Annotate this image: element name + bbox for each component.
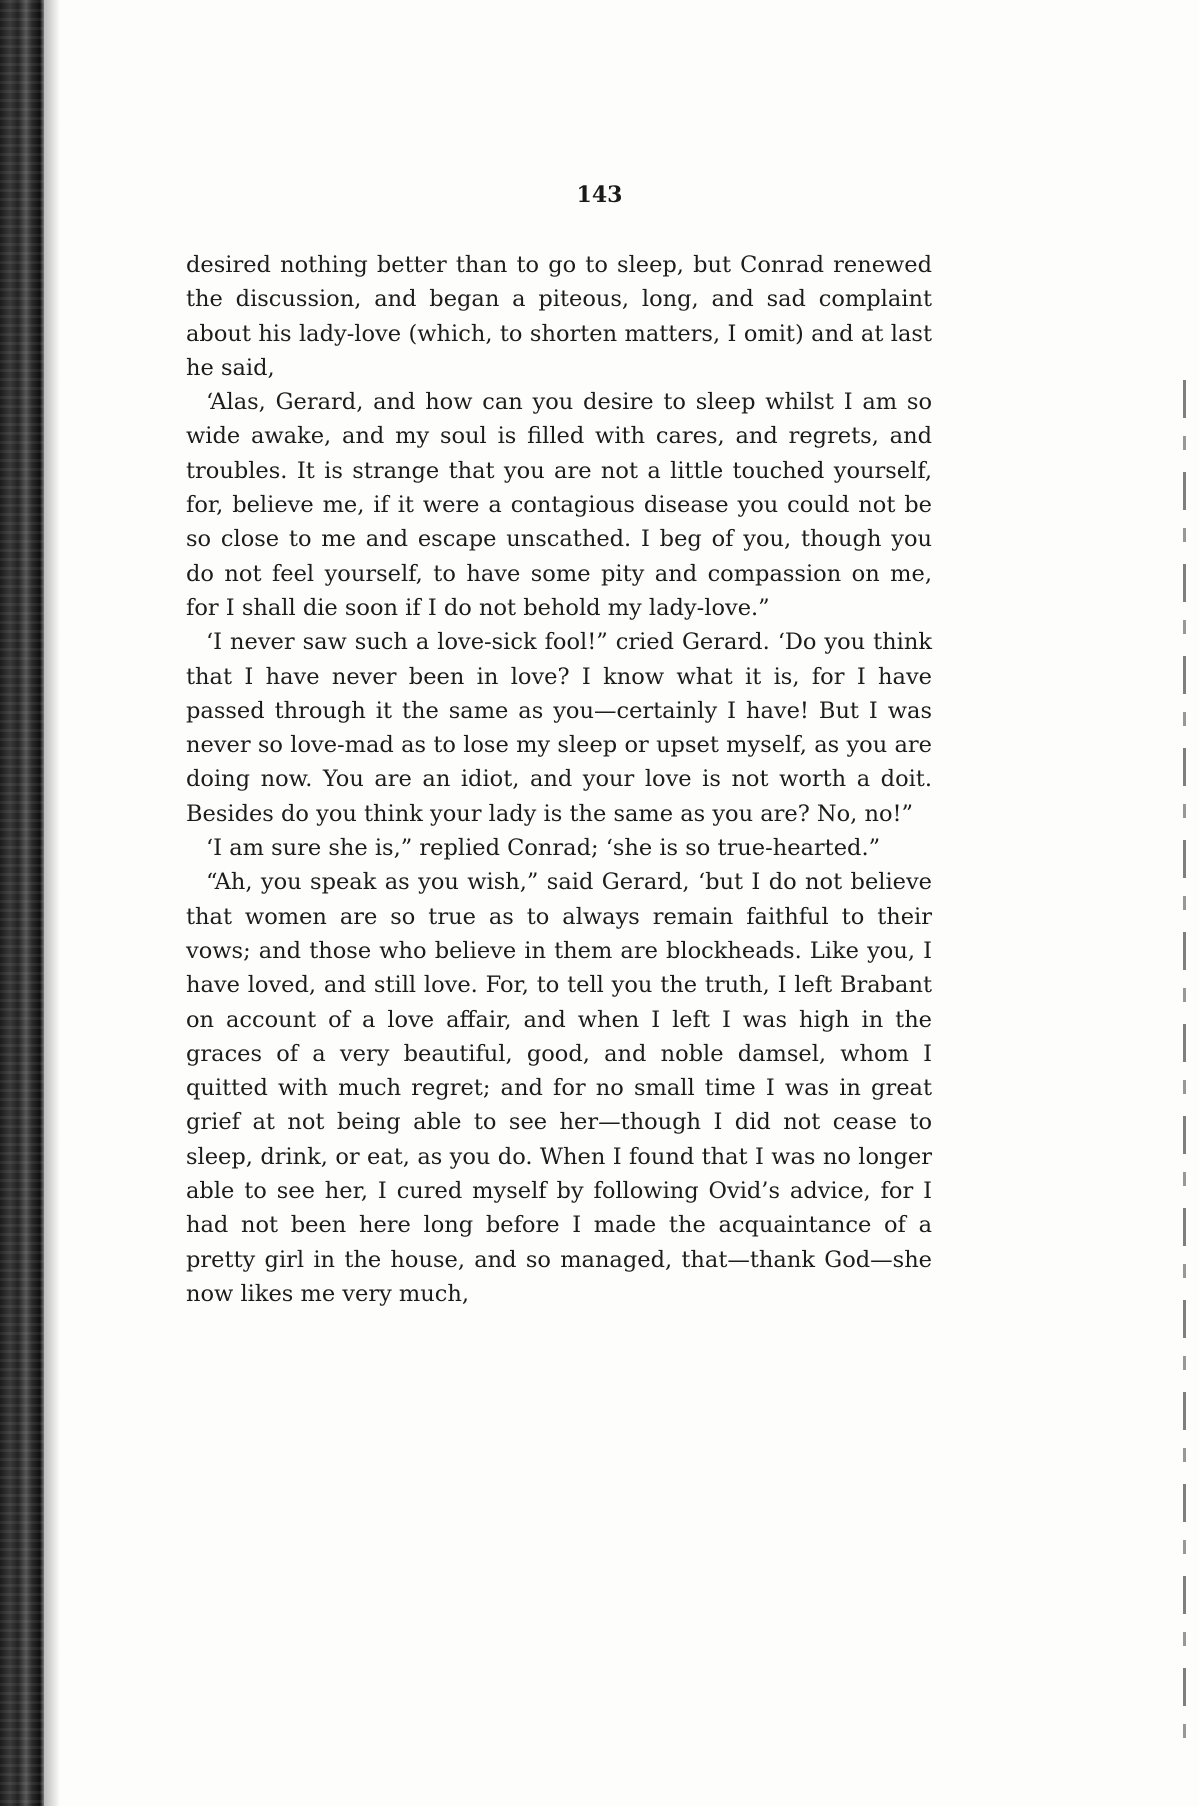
paragraph: “Ah, you speak as you wish,” said Gerard, ‘but I do not believe that women are so true as to always remain faithful to their vows; and those who believe in them are blockheads. Like you, I have loved, and still love. For, to tell you the truth, I left Brabant on account of a love affair, and when I left I was high in the graces of a very beautiful, good, and noble damsel, whom I quitted with much regret; and for no small time I was in great grief at not being able to see her—though I did not cease to sleep, drink, or eat, as you do. When I found that I was no longer able to see her, I cured myself by following Ovid’s advice, for I had not been here long before I made the acquaintance of a pretty girl in the house, and so managed, that—thank God—she now likes me very much, bbox=[186, 869, 932, 1307]
paragraph: desired nothing better than to go to sleep, but Conrad renewed the discussion, and began a piteous, long, and sad complaint about his lady-love (which, to shorten matters, I omit) and at last he said, bbox=[186, 252, 932, 381]
paragraph: ‘Alas, Gerard, and how can you desire to sleep whilst I am so wide awake, and my soul is filled with cares, and regrets, and troubles. It is strange that you are not a little touched yourself, for, believe me, if it were a contagious disease you could not be so close to me and escape unscathed. I beg of you, though you do not feel yourself, to have some pity and compassion on me, for I shall die soon if I do not behold my lady-love.” bbox=[186, 389, 932, 621]
paragraph: ‘I never saw such a love-sick fool!” cried Gerard. ‘Do you think that I have never been in love? I know what it is, for I have passed through it the same as you—certainly I have! But I was never so love-mad as to lose my sleep or upset myself, as you are doing now. You are an idiot, and your love is not worth a doit. Besides do you think your lady is the same as you are? No, no!” bbox=[186, 629, 932, 827]
paragraph: ‘I am sure she is,” replied Conrad; ‘she is so true-hearted.” bbox=[206, 835, 881, 862]
binding-shadow bbox=[44, 0, 60, 1806]
page-number: 143 bbox=[576, 182, 623, 208]
book-binding-edge bbox=[0, 0, 44, 1806]
page-edge-marks bbox=[1183, 380, 1186, 1760]
body-text bbox=[186, 248, 932, 1311]
